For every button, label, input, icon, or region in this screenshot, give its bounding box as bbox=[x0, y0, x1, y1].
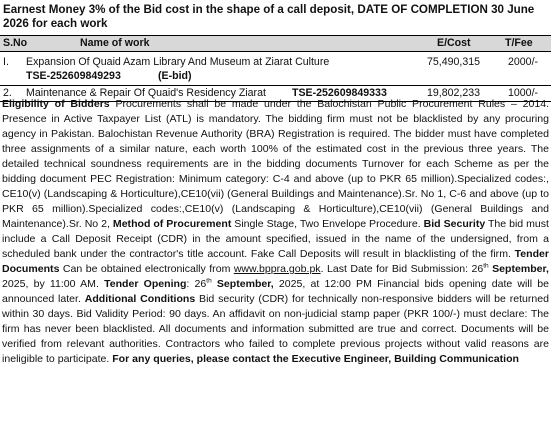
additional-conditions-heading: Additional Conditions bbox=[84, 293, 196, 305]
row-tender-fee: 1000/- bbox=[508, 87, 539, 99]
works-table bbox=[0, 35, 551, 101]
header-sno: S.No bbox=[3, 37, 28, 49]
opening-details: 2025, at 12:00 PM Financial bids opening date will be announced later. bbox=[2, 278, 549, 305]
submission-time: 2025, by 11:00 AM. bbox=[2, 278, 105, 290]
bid-security-heading: Bid Security bbox=[423, 218, 486, 230]
tender-conditions-text bbox=[2, 97, 549, 367]
row-estimated-cost: 19,802,233 bbox=[427, 87, 481, 99]
header-name-of-work: Name of work bbox=[80, 37, 150, 49]
eligibility-heading: Eligibility of Bidders bbox=[2, 98, 110, 110]
row-estimated-cost: 75,490,315 bbox=[427, 56, 481, 68]
header-ecost: E/Cost bbox=[437, 37, 471, 49]
table-header bbox=[0, 35, 551, 52]
row-sno: 2. bbox=[3, 87, 12, 99]
row-tse-number: TSE-252609849333 bbox=[292, 87, 387, 99]
submission-date: September, bbox=[488, 263, 549, 275]
last-date-text: . Last Date for Bid Submission: 26 bbox=[320, 263, 484, 275]
queries-contact: For any queries, please contact the Executive Engineer, Building Communication bbox=[112, 353, 519, 365]
eligibility-text: Procurements shall be made under the Balochistan Public Procurement Rules – 2014. Presence in Active Taxpayer List (ATL) is mandatory. The bidding firm must not be blacklisted by any procuring agency in Pakistan. Balochistan Revenue Authority (BRA) Registration is required. The bidder must have completed three assignments of a similar nature, each worth 100% of the estimated cost in the previous three years. The detailed technical soundness requirements are in the bidding documents Turnover for each Scheme as per the bidding document PEC Registration: Minimum category: C-4 and above (up to PKR 65 million).Specialized codes:, CE10(v) (Landscaping & Horticulture),CE10(vii) (General Buildings and Maintenance).Sr. No 1, C-6 and above (up to PKR 65 million).Specialized codes:,CE10(v) (Landscaping & Horticulture),CE10(vii) (General Buildings and Maintenance).Sr. No 2, bbox=[2, 98, 549, 230]
opening-date: September, bbox=[211, 278, 274, 290]
row-work-name: Expansion Of Quaid Azam Library And Museum at Ziarat Culture bbox=[26, 56, 330, 68]
earnest-money-notice: Earnest Money 3% of the Bid cost in the shape of a call deposit, DATE OF COMPLETION 30 June 2026 for each work bbox=[3, 3, 535, 30]
date-suffix: th bbox=[483, 262, 489, 270]
tender-documents-heading: Tender Documents bbox=[2, 248, 549, 275]
tender-opening-separator: : 26 bbox=[186, 278, 207, 290]
header-tfee: T/Fee bbox=[505, 37, 533, 49]
bppra-website-link[interactable]: www.bppra.gob.pk bbox=[233, 263, 321, 275]
row-work-name: Maintenance & Repair Of Quaid's Residency Ziarat bbox=[26, 87, 266, 99]
row-tse-number: TSE-252609849293 bbox=[26, 70, 121, 82]
method-text: Single Stage, Two Envelope Procedure. bbox=[231, 218, 424, 230]
date-suffix: th bbox=[206, 277, 212, 285]
method-heading: Method of Procurement bbox=[112, 218, 232, 230]
row-ebid-tag: (E-bid) bbox=[158, 70, 192, 82]
row-tender-fee: 2000/- bbox=[508, 56, 539, 68]
additional-conditions-text: Bid security (CDR) for technically non-responsive bidders will be returned within 30 days. Bid Validity Period: 90 days. An affidavit on non-judicial stamp paper (PKR 100/-) must declare: The firm has never been blacklisted. All documents and information submitted are true and correct. Documents will be verified from relevant authorities. Contractors who failed to complete previous projects without valid reasons are ineligible to participate. bbox=[2, 293, 549, 365]
row-sno: I. bbox=[3, 56, 9, 68]
bid-security-text: The bid must include a Call Deposit Receipt (CDR) in the amount specified, issued in the name of the undersigned, from a scheduled bank under the contractor's title account. Fake Call Deposits will result in blacklisting of the firm. bbox=[2, 218, 549, 260]
tender-documents-text: Can be obtained electronically from bbox=[59, 263, 234, 275]
tender-opening-heading: Tender Opening bbox=[104, 278, 187, 290]
table-row bbox=[0, 52, 551, 85]
